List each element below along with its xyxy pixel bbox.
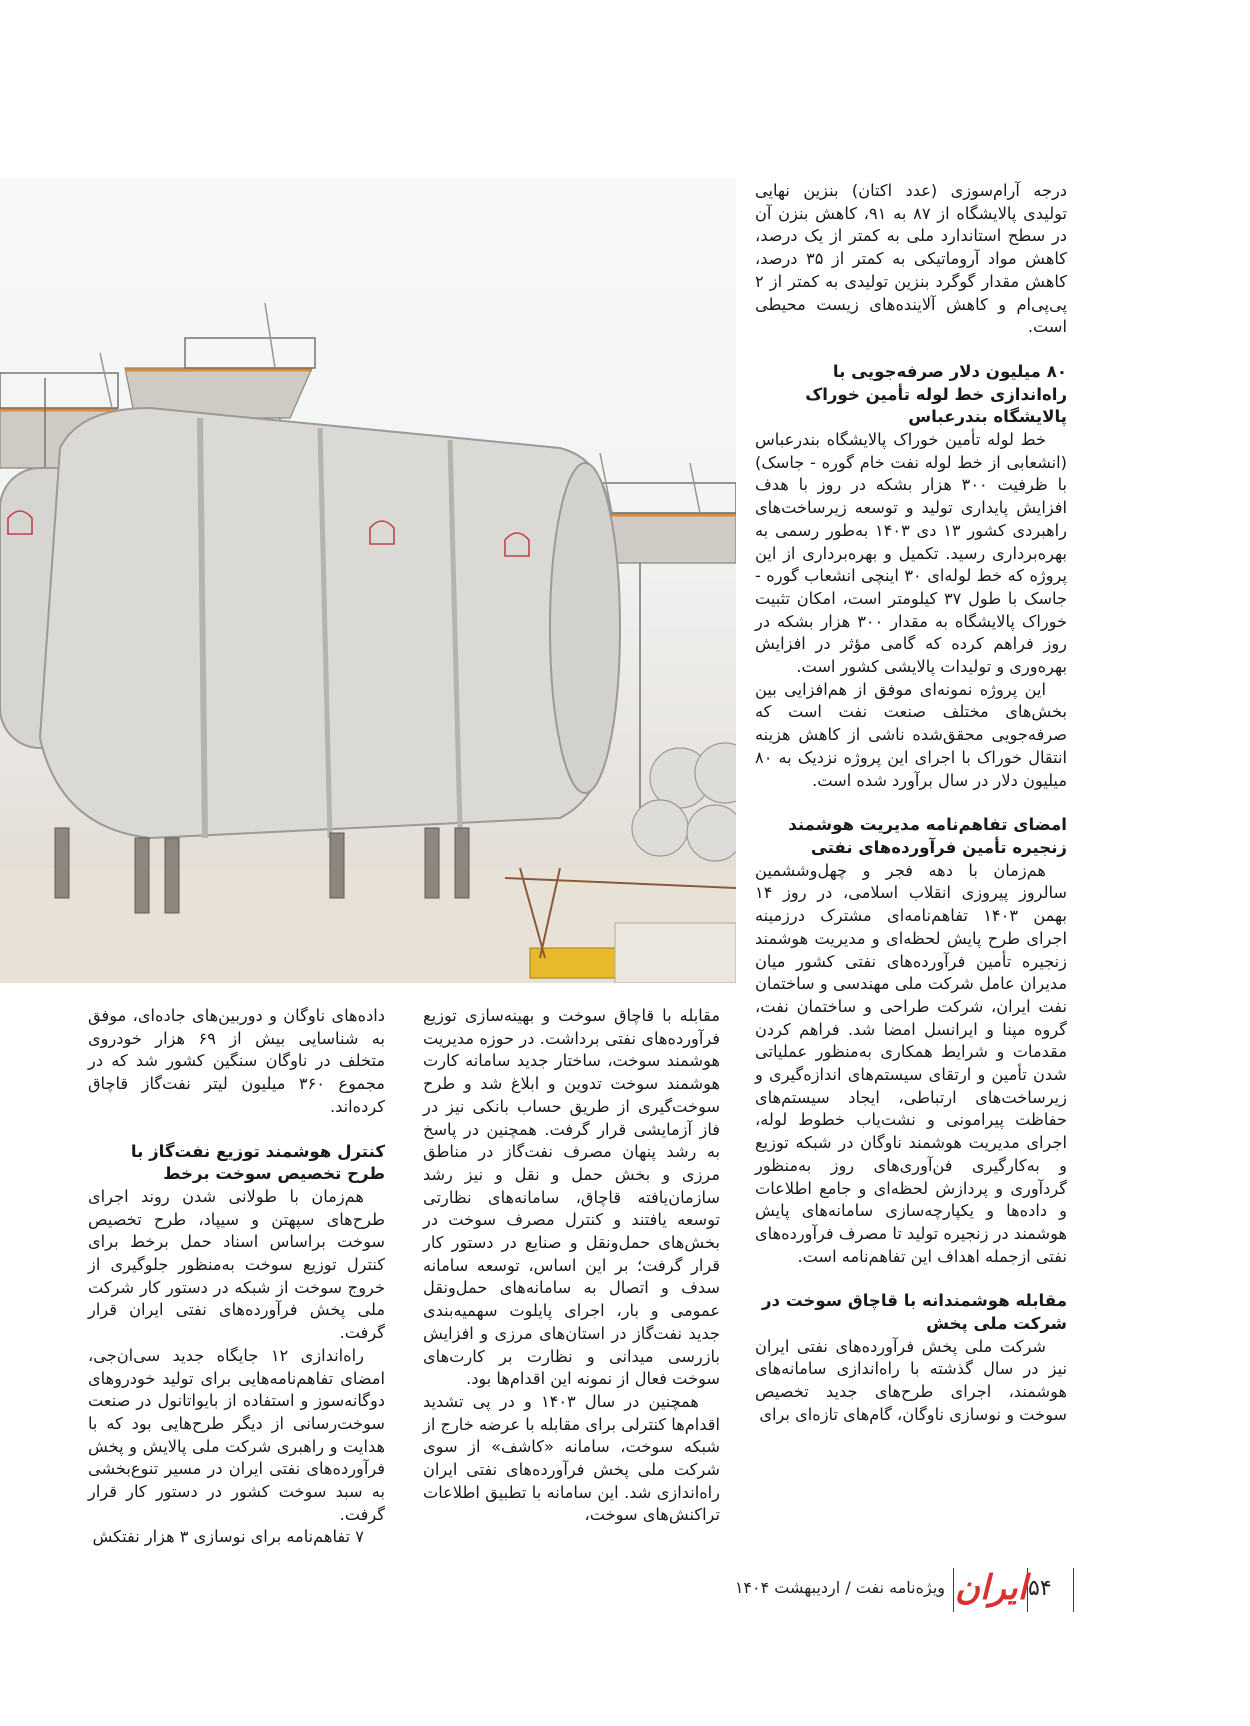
article-column-right: [755, 180, 1067, 1427]
section-heading-smuggling: مقابله هوشمندانه با قاچاق سوخت در شرکت ملی پخش: [762, 1291, 1067, 1334]
section-heading-mou: امضای تفاهم‌نامه مدیریت هوشمند زنجیره تأمین فرآورده‌های نفتی: [788, 815, 1067, 857]
page-number: ۵۴: [1028, 1576, 1052, 1601]
article-column-middle: [423, 1005, 720, 1527]
pipeline-paragraph-2: این پروژه نمونه‌ای موفق از هم‌افزایی بین بخش‌های مختلف صنعت نفت است که صرفه‌جویی محقق‌شده ناشی از کاهش هزینه انتقال خوراک با اجرای این پروژه نزدیک به ۸۰ میلیون دلار در سال برآورد شده است.: [755, 679, 1067, 790]
footer-divider: [1073, 1568, 1074, 1612]
left-paragraph-1: داده‌های ناوگان و دوربین‌های جاده‌ای، موفق به شناسایی بیش از ۶۹ هزار خودروی متخلف در ناوگان سنگین کشور شد که در مجموع ۳۶۰ میلیون لیتر نفت‌گاز قاچاق کرده‌اند.: [88, 1006, 385, 1116]
middle-paragraph-1: مقابله با قاچاق سوخت و بهینه‌سازی توزیع فرآورده‌های نفتی برداشت. در حوزه مدیریت هوشمند سوخت، ساختار جدید سامانه کارت هوشمند سوخت تدوین و ابلاغ شد و طرح سوخت‌گیری از طریق حساب بانکی نیز در فاز آزمایشی قرار گرفت. همچنین در پاسخ به رشد پنهان مصرف نفت‌گاز در مناطق مرزی و بخش حمل و نقل و نیز رشد سازمان‌یافته قاچاق، سامانه‌های نظارتی توسعه یافتند و کنترل مصرف سوخت در بخش‌های حمل‌ونقل و صنایع در دستور کار قرار گرفت؛ بر این اساس، توسعه سامانه سدف و اتصال به سامانه‌های حمل‌ونقل عمومی و بار، اجرای پایلوت سهمیه‌بندی جدید نفت‌گاز در استان‌های مرزی و افزایش بازرسی میدانی و نظارت بر کارت‌های سوخت فعال از نمونه این اقدام‌ها بود.: [423, 1006, 720, 1389]
footer-divider: [953, 1568, 954, 1612]
footer-divider: [1027, 1568, 1028, 1612]
section-heading-pipeline: ۸۰ میلیون دلار صرفه‌جویی با راه‌اندازی خط لوله تأمین خوراک پالایشگاه بندرعباس: [805, 361, 1067, 427]
allocation-paragraph-2: راه‌اندازی ۱۲ جایگاه جدید سی‌ان‌جی، امضای تفاهم‌نامه‌هایی برای تولید خودروهای دوگانه‌سوز و استفاده از بایواتانول در صنعت سوخت‌رسانی از دیگر طرح‌هایی بود که با هدایت و راهبری شرکت ملی پالایش و پخش فرآورده‌های نفتی ایران در مسیر تنوع‌بخشی به سبد سوخت کشور در دستور کار قرار گرفت.: [88, 1345, 385, 1524]
iran-logo: ایران: [955, 1568, 1028, 1608]
page-footer: [0, 1566, 1250, 1614]
allocation-paragraph-1: هم‌زمان با طولانی شدن روند اجرای طرح‌های سپهتن و سیپاد، طرح تخصیص سوخت براساس اسناد حمل برخط برای کنترل توزیع سوخت به‌منظور جلوگیری از خروج سوخت از شبکه در دستور کار شرکت ملی پخش فرآورده‌های نفتی ایران قرار گرفت.: [88, 1186, 385, 1343]
allocation-paragraph-3: ۷ تفاهم‌نامه برای نوسازی ۳ هزار نفتکش: [92, 1527, 364, 1547]
mou-paragraph: هم‌زمان با دهه فجر و چهل‌وششمین سالروز پیروزی انقلاب اسلامی، در روز ۱۴ بهمن ۱۴۰۳ تفاهم‌نامه‌ای مشترک درزمینه اجرای طرح پایش لحظه‌ای و مدیریت هوشمند زنجیره تأمین فرآورده‌های نفتی کشور میان مدیران عامل شرکت ملی مهندسی و ساختمان نفت ایران، شرکت طراحی و ساختمان نفت، گروه مپنا و ایرانسل امضا شد. فراهم کردن مقدمات و شرایط همکاری به‌منظور عملیاتی شدن تأمین و ارتقای سیستم‌های اندازه‌گیری و زیرساخت‌های ارتباطی، ایجاد سیستم‌های حفاظت پیرامونی و نشت‌یاب خطوط لوله، اجرای مدیریت هوشمند ناوگان در شبکه توزیع و به‌کارگیری فن‌آوری‌های روز به‌منظور گردآوری و پردازش لحظه‌ای و جامع اطلاعات و داده‌ها و یکپارچه‌سازی سامانه‌های پایش هوشمند در زنجیره تولید تا مصرف فرآورده‌های نفتی ازجمله اهداف این تفاهم‌نامه است.: [755, 860, 1067, 1266]
pipeline-paragraph-1: خط لوله تأمین خوراک پالایشگاه بندرعباس (انشعابی از خط لوله نفت خام گوره - جاسک) با ظرفیت ۳۰۰ هزار بشکه در روز با هدف افزایش پایداری تولید و توسعه زیرساخت‌های راهبردی کشور ۱۳ دی ۱۴۰۳ به‌طور رسمی به بهره‌برداری رسید. تکمیل و بهره‌برداری از این پروژه که خط لوله‌ای ۳۰ اینچی انشعاب گوره - جاسک با طول ۳۷ کیلومتر است، امکان تثبیت خوراک پالایشگاه به مقدار ۳۰۰ هزار بشکه در روز فراهم کرده که گامی مؤثر در افزایش بهره‌وری و تولیدات پالایشی کشور است.: [755, 430, 1068, 677]
middle-paragraph-2: همچنین در سال ۱۴۰۳ و در پی تشدید اقدام‌ها کنترلی برای مقابله با عرضه خارج از شبکه سوخت، سامانه «کاشف» از سوی شرکت ملی پخش فرآورده‌های نفتی ایران راه‌اندازی شد. این سامانه با تطبیق اطلاعات تراکنش‌های سوخت،: [423, 1391, 720, 1525]
article-column-left: [88, 1005, 385, 1549]
intro-paragraph: درجه آرام‌سوزی (عدد اکتان) بنزین نهایی تولیدی پالایشگاه از ۸۷ به ۹۱، کاهش بنزن آن در سطح استاندارد ملی به کمتر از یک درصد، کاهش مواد آروماتیکی به کمتر از ۳۵ درصد، کاهش مقدار گوگرد بنزین تولیدی به کمتر از ۲ پی‌پی‌ام و کاهش آلاینده‌های زیست محیطی است.: [755, 181, 1067, 337]
issue-label: ویژه‌نامه نفت / اردیبهشت ۱۴۰۴: [734, 1578, 945, 1597]
refinery-illustration: [0, 178, 736, 983]
section-heading-online-allocation: کنترل هوشمند توزیع نفت‌گاز با طرح تخصیص سوخت برخط: [130, 1141, 385, 1184]
refinery-photo: [0, 178, 736, 983]
smuggling-paragraph: شرکت ملی پخش فرآورده‌های نفتی ایران نیز در سال گذشته با راه‌اندازی سامانه‌های هوشمند، اجرای طرح‌های جدید تخصیص سوخت و نوسازی ناوگان، گام‌های تازه‌ای برای: [755, 1336, 1067, 1424]
